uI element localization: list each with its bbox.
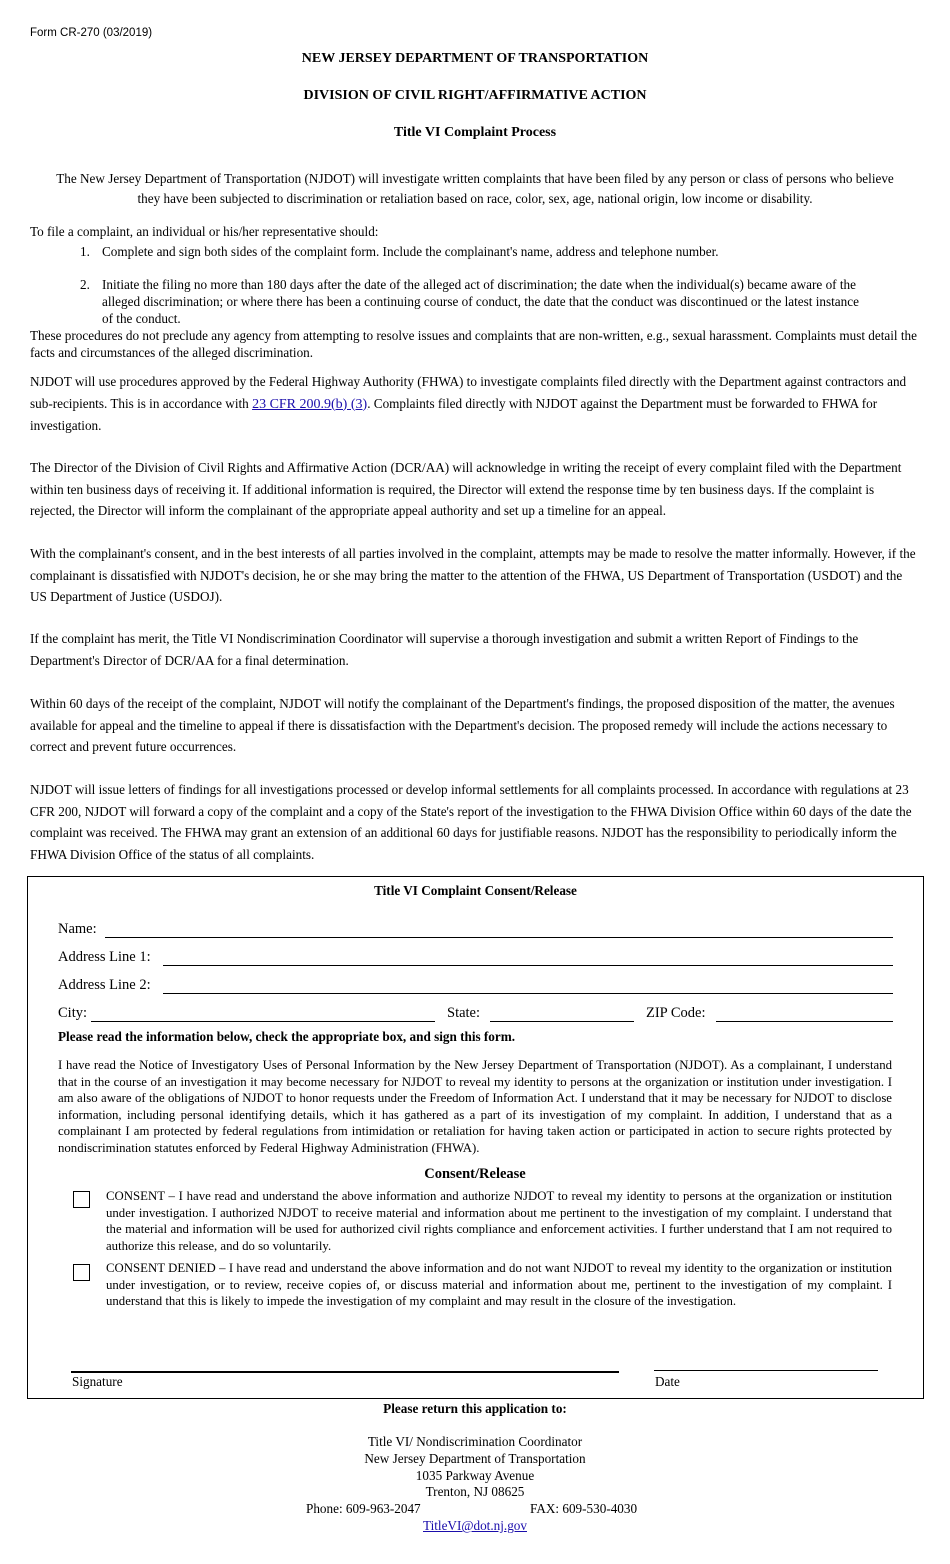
division-title: DIVISION OF CIVIL RIGHT/AFFIRMATIVE ACTION: [303, 88, 647, 103]
filing-note: These procedures do not preclude any agency from attempting to resolve issues and complaints that are non-written, e.g., sexual harassment. Complaints must detail the facts and circumstances of the alleged discrimination.: [30, 328, 917, 360]
city-label: City:: [58, 1005, 88, 1021]
return-line-4: Trenton, NJ 08625: [425, 1484, 525, 1499]
zip-input-line[interactable]: [716, 1021, 893, 1022]
zip-label: ZIP Code:: [646, 1005, 706, 1021]
name-label: Name:: [58, 921, 97, 937]
form-id: Form CR-270 (03/2019): [30, 27, 153, 39]
name-input-line[interactable]: [105, 937, 893, 938]
fhwa-text-after: . Complaints filed directly with NJDOT against the Department must be forwarded to FHWA for investigation.: [30, 395, 878, 433]
paragraph-merit: If the complaint has merit, the Title VI Nondiscrimination Coordinator will supervise a thorough investigation and submit a written Report of Findings to the Department's Director of DCR/AA for a final determination.: [30, 631, 859, 668]
return-phone: Phone: 609-963-2047: [306, 1501, 421, 1516]
filing-lead: To file a complaint, an individual or his/her representative should:: [30, 224, 379, 239]
city-input-line[interactable]: [91, 1021, 435, 1022]
address1-label: Address Line 1:: [58, 949, 151, 965]
paragraph-consent: With the complainant's consent, and in the best interests of all parties involved in the complaint, attempts may be made to resolve the matter informally. However, if the complainant is dissatisfied with NJDOT's decision, he or she may bring the matter to the attention of the FHWA, US Department of Transportation (USDOT) and the US Department of Justice (USDOJ).: [30, 546, 916, 604]
return-fax: FAX: 609-530-4030: [530, 1501, 638, 1516]
form-instruction: Please read the information below, check the appropriate box, and sign this form.: [58, 1029, 516, 1044]
cfr-link[interactable]: 23 CFR 200.9(b) (3): [252, 396, 368, 412]
return-email-link[interactable]: TitleVI@dot.nj.gov: [423, 1518, 527, 1533]
list-item: [80, 276, 880, 328]
paragraph-acknowledge: The Director of the Division of Civil Rights and Affirmative Action (DCR/AA) will acknowledge in writing the receipt of every complaint filed with the Department within ten business days of receiving it. If additional information is required, the Director will extend the response time by ten business days. If the complaint is rejected, the Director will inform the complainant of the appropriate appeal authority and set up a timeline for an appeal.: [30, 460, 902, 518]
date-line[interactable]: [654, 1370, 878, 1371]
consent-box-title: Title VI Complaint Consent/Release: [374, 883, 577, 898]
intro-line-2: they have been subjected to discrimination or retaliation based on race, color, sex, age, national origin, low income or disability.: [137, 191, 813, 206]
signature-label: Signature: [72, 1374, 123, 1389]
address2-label: Address Line 2:: [58, 977, 151, 993]
consent-denied-text: CONSENT DENIED – I have read and understand the above information and do not want NJDOT to reveal my identity to the organization or institution under investigation, or to review, receive copies of, or discuss material and information about me, pertinent to the investigation of my complaint. I understand that this is likely to impede the investigation of my complaint and may result in the closure of the investigation.: [106, 1261, 892, 1308]
return-line-2: New Jersey Department of Transportation: [364, 1451, 586, 1466]
investigatory-notice: I have read the Notice of Investigatory Uses of Personal Information by the New Jersey Department of Transportation (NJDOT). As a complainant, I understand that in the course of an investigation it may become necessary for NJDOT to reveal my identity to persons at the organization or institution under investigation. I am also aware of the obligations of NJDOT to honor requests under the Freedom of Information Act. I understand that it may be necessary for NJDOT to disclose information, including personal identifying details, which it has gathered as a part of its investigation of my complaint. In addition, I understand that as a complainant I am protected by federal regulations from intimidation or retaliation for having taken action or participated in action to secure rights protected by nondiscrimination statutes enforced by Federal Highway Administration (FHWA).: [58, 1058, 892, 1155]
step-text: Initiate the filing no more than 180 days after the date of the alleged act of discrimination; the date when the individual(s) became aware of the alleged discrimination; or where there has been a continuing course of conduct, the date that the conduct was discontinued or the latest instance of the conduct.: [102, 277, 859, 326]
step-number: 1.: [80, 244, 90, 259]
return-heading: Please return this application to:: [383, 1401, 567, 1416]
state-label: State:: [447, 1005, 481, 1021]
step-text: Complete and sign both sides of the complaint form. Include the complainant's name, address and telephone number.: [102, 244, 719, 259]
consent-denied-checkbox[interactable]: [73, 1264, 90, 1281]
step-number: 2.: [80, 277, 90, 292]
state-input-line[interactable]: [490, 1021, 634, 1022]
return-line-3: 1035 Parkway Avenue: [415, 1468, 535, 1483]
consent-checkbox[interactable]: [73, 1191, 90, 1208]
consent-release-subtitle: Consent/Release: [424, 1166, 526, 1182]
date-label: Date: [655, 1374, 680, 1389]
page-title: Title VI Complaint Process: [393, 125, 557, 140]
consent-text: CONSENT – I have read and understand the above information and authorize NJDOT to reveal my identity to persons at the organization or institution under investigation. I authorized NJDOT to receive material and information about me pertinent to the investigation of my complaint. I understand that the material and information will be used for authorized civil rights compliance and enforcement activities. I further understand that I am not required to authorize this release, and do so voluntarily.: [106, 1189, 892, 1253]
address1-input-line[interactable]: [163, 965, 893, 966]
paragraph-findings: Within 60 days of the receipt of the complaint, NJDOT will notify the complainant of the Department's findings, the proposed disposition of the matter, the avenues available for appeal and the timeline to appeal if there is dissatisfaction with the Department's decision. The proposed remedy will include the actions necessary to correct and prevent future occurrences.: [30, 696, 895, 754]
paragraph-settlements: NJDOT will issue letters of findings for all investigations processed or develop informal settlements for all complaints processed. In accordance with regulations at 23 CFR 200, NJDOT will forward a copy of the complaint and a copy of the State's report of the investigation to the FHWA Division Office within 60 days of the date the complaint was received. The FHWA may grant an extension of an additional 60 days for justifiable reasons. NJDOT has the responsibility to periodically inform the FHWA Division Office of the status of all complaints.: [30, 782, 912, 862]
return-line-1: Title VI/ Nondiscrimination Coordinator: [367, 1434, 583, 1449]
signature-line[interactable]: [71, 1371, 619, 1373]
intro-line-1: The New Jersey Department of Transportation (NJDOT) will investigate written complaints that have been filed by any person or class of persons who believe: [56, 171, 894, 186]
agency-title: NEW JERSEY DEPARTMENT OF TRANSPORTATION: [301, 51, 649, 66]
address2-input-line[interactable]: [163, 993, 893, 994]
fhwa-text-before: NJDOT will use procedures approved by the Federal Highway Authority (FHWA) to investigate complaints filed directly with the Department against contractors and sub-recipients. This is in accordance with: [30, 374, 907, 411]
list-item: [80, 243, 880, 263]
fhwa-paragraph: [30, 371, 920, 437]
